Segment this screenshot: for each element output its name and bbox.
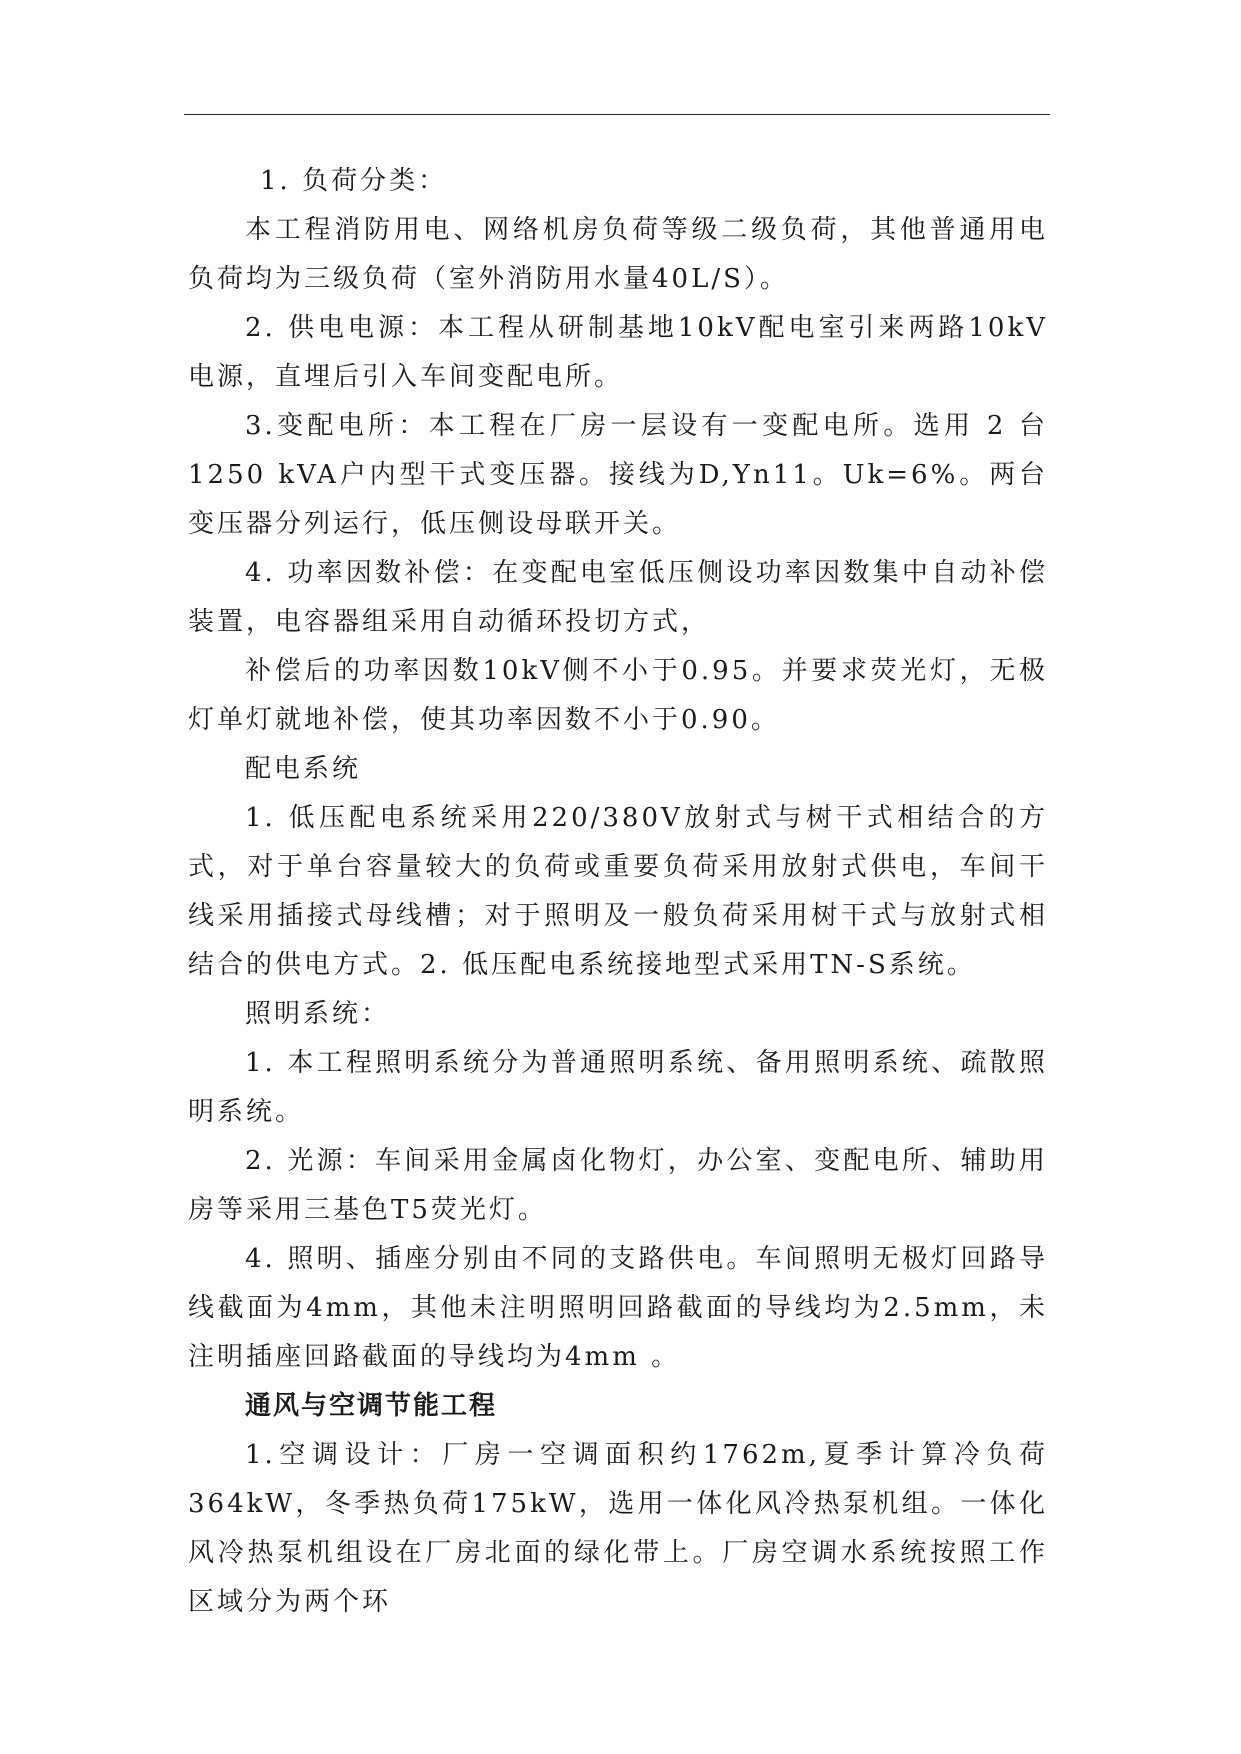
paragraph-low-voltage: 1. 低压配电系统采用220/380V放射式与树干式相结合的方式，对于单台容量较大的负荷或重要负荷采用放射式供电，车间干线采用插接式母线槽；对于照明及一般负荷采用树干式与放射式相结合的供电方式。2. 低压配电系统接地型式采用TN-S系统。 <box>188 803 1048 980</box>
paragraph-power-factor: 4. 功率因数补偿：在变配电室低压侧设功率因数集中自动补偿装置，电容器组采用自动循环投切方式， <box>188 558 1048 637</box>
paragraph-load-classification: 1. 负荷分类： <box>260 166 448 196</box>
paragraph-compensation: 补偿后的功率因数10kV侧不小于0.95。并要求荧光灯，无极灯单灯就地补偿，使其功率因数不小于0.90。 <box>188 656 1048 735</box>
section-heading-distribution: 配电系统 <box>245 754 362 784</box>
header-rule <box>184 114 1050 115</box>
paragraph-substation: 3.变配电所：本工程在厂房一层设有一变配电所。选用 2 台 1250 kVA户内型干式变压器。接线为D,Yn11。Uk=6%。两台变压器分列运行，低压侧设母联开关。 <box>188 411 1048 539</box>
paragraph-power-supply: 2. 供电电源：本工程从研制基地10kV配电室引来两路10kV电源，直埋后引入车间变配电所。 <box>188 313 1048 392</box>
paragraph-lighting-systems: 1. 本工程照明系统分为普通照明系统、备用照明系统、疏散照明系统。 <box>188 1048 1048 1127</box>
section-heading-hvac: 通风与空调节能工程 <box>245 1391 498 1421</box>
paragraph-load-levels: 本工程消防用电、网络机房负荷等级二级负荷，其他普通用电负荷均为三级负荷（室外消防用水量40L/S）。 <box>188 215 1048 294</box>
paragraph-circuits: 4. 照明、插座分别由不同的支路供电。车间照明无极灯回路导线截面为4mm，其他未注明照明回路截面的导线均为2.5mm，未注明插座回路截面的导线均为4mm 。 <box>188 1244 1048 1372</box>
section-heading-lighting: 照明系统： <box>245 999 391 1029</box>
paragraph-air-conditioning: 1.空调设计：厂房一空调面积约1762m,夏季计算冷负荷364kW，冬季热负荷175kW，选用一体化风冷热泵机组。一体化风冷热泵机组设在厂房北面的绿化带上。厂房空调水系统按照工作区域分为两个环 <box>188 1440 1048 1617</box>
document-body <box>188 157 1048 1627</box>
paragraph-light-source: 2. 光源：车间采用金属卤化物灯，办公室、变配电所、辅助用房等采用三基色T5荧光灯。 <box>188 1146 1048 1225</box>
